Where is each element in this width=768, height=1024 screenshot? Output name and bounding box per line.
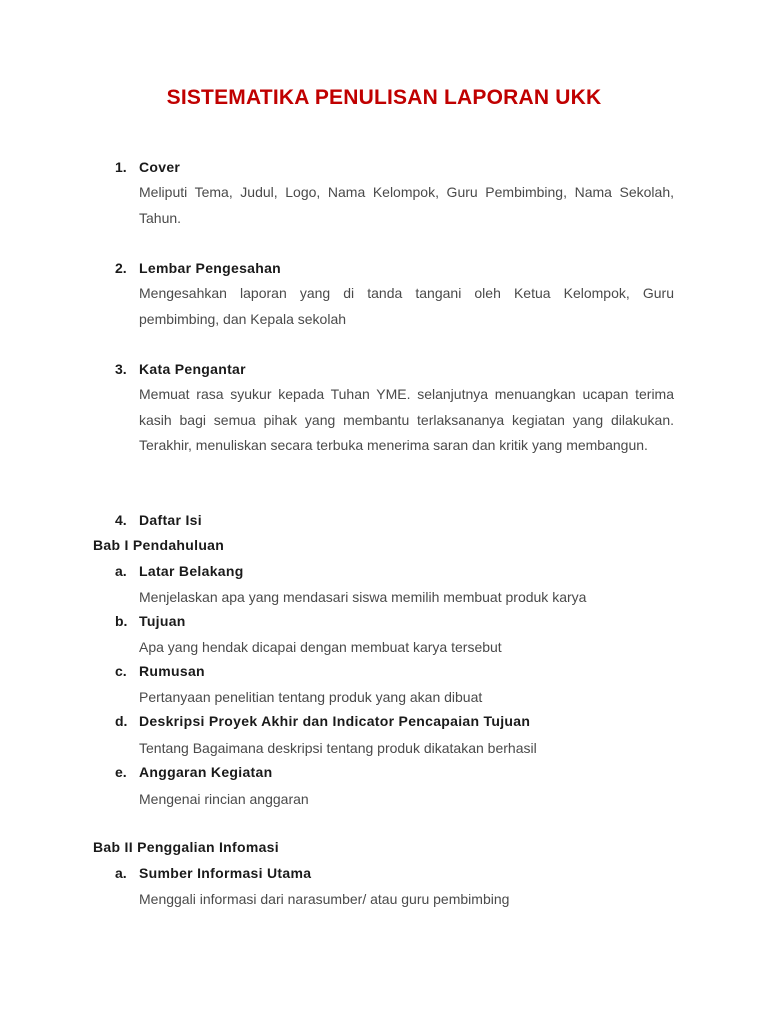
item-text-deskripsi-proyek: Tentang Bagaimana deskripsi tentang produk dikatakan berhasil: [139, 740, 537, 756]
section-number: 4.: [115, 512, 127, 528]
item-letter: b.: [115, 613, 128, 629]
item-letter: d.: [115, 713, 128, 729]
item-text-anggaran-kegiatan: Mengenai rincian anggaran: [139, 791, 309, 807]
item-letter: c.: [115, 663, 127, 679]
section-text-lembar-pengesahan: Mengesahkan laporan yang di tanda tangani oleh Ketua Kelompok, Guru pembimbing, dan Kepala sekolah: [139, 285, 674, 327]
section-heading-daftar-isi: Daftar Isi: [139, 512, 202, 528]
section-number: 1.: [115, 159, 127, 175]
bab2-heading: Bab II Penggalian Infomasi: [93, 839, 279, 855]
item-heading-latar-belakang: Latar Belakang: [139, 563, 244, 579]
item-text-rumusan: Pertanyaan penelitian tentang produk yang akan dibuat: [139, 689, 483, 705]
section-number: 2.: [115, 260, 127, 276]
item-heading-deskripsi-proyek: Deskripsi Proyek Akhir dan Indicator Pencapaian Tujuan: [139, 713, 531, 729]
item-heading-tujuan: Tujuan: [139, 613, 186, 629]
bab1-heading: Bab I Pendahuluan: [93, 537, 225, 553]
item-letter: a.: [115, 563, 127, 579]
item-text-latar-belakang: Menjelaskan apa yang mendasari siswa memilih membuat produk karya: [139, 589, 587, 605]
item-text-sumber-informasi: Menggali informasi dari narasumber/ atau guru pembimbing: [139, 891, 510, 907]
section-number: 3.: [115, 361, 127, 377]
item-letter: e.: [115, 764, 127, 780]
section-text-kata-pengantar: Memuat rasa syukur kepada Tuhan YME. selanjutnya menuangkan ucapan terima kasih bagi semua pihak yang membantu terlaksananya kegiatan yang dilakukan. Terakhir, menuliskan secara terbuka menerima saran dan kritik yang membangun.: [139, 386, 674, 453]
item-heading-anggaran-kegiatan: Anggaran Kegiatan: [139, 764, 273, 780]
section-text-cover: Meliputi Tema, Judul, Logo, Nama Kelompok, Guru Pembimbing, Nama Sekolah, Tahun.: [139, 184, 674, 226]
item-heading-sumber-informasi: Sumber Informasi Utama: [139, 865, 312, 881]
section-heading-cover: Cover: [139, 159, 181, 175]
item-letter: a.: [115, 865, 127, 881]
page-title: SISTEMATIKA PENULISAN LAPORAN UKK: [166, 86, 602, 109]
section-heading-lembar-pengesahan: Lembar Pengesahan: [139, 260, 282, 276]
item-heading-rumusan: Rumusan: [139, 663, 205, 679]
section-heading-kata-pengantar: Kata Pengantar: [139, 361, 246, 377]
item-text-tujuan: Apa yang hendak dicapai dengan membuat karya tersebut: [139, 639, 502, 655]
